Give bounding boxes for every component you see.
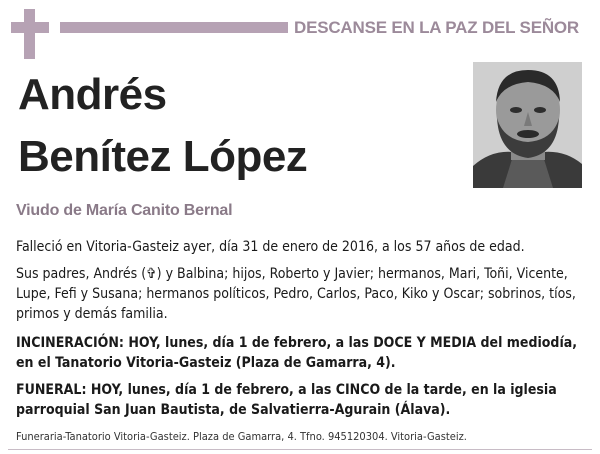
cross-icon — [24, 9, 35, 59]
deceased-last-name: Benítez López — [18, 132, 308, 181]
deceased-subtitle: Viudo de María Canito Bernal — [16, 202, 233, 219]
bottom-divider — [8, 449, 592, 450]
death-notice: Falleció en Vitoria-Gasteiz ayer, día 31 de enero de 2016, a los 57 años de edad. — [16, 239, 525, 255]
funeral-notice: FUNERAL: HOY, lunes, día 1 de febrero, a las CINCO de la tarde, en la iglesia parroquial San Juan Bautista, de Salvatierra-Agurain (Álava). — [16, 382, 557, 418]
family-text: Sus padres, Andrés (✞) y Balbina; hijos, Roberto y Javier; hermanos, Mari, Toñi, Vicente, Lupe, Fefi y Susana; hermanos políticos, Pedro, Carlos, Paco, Kiko y Oscar; sobrinos, tíos, primos y demás familia. — [16, 266, 576, 322]
funeral-home-footer: Funeraria-Tanatorio Vitoria-Gasteiz. Plaza de Gamarra, 4. Tfno. 945120304. Vitoria-Gasteiz. — [16, 430, 467, 443]
deceased-photo — [473, 62, 582, 188]
deceased-first-name: Andrés — [18, 70, 167, 119]
cross-icon-bar — [11, 22, 49, 33]
cremation-notice: INCINERACIÓN: HOY, lunes, día 1 de febrero, a las DOCE Y MEDIA del mediodía, en el Tanatorio Vitoria-Gasteiz (Plaza de Gamarra, 4). — [16, 335, 578, 371]
header-divider — [60, 22, 288, 33]
header-title: DESCANSE EN LA PAZ DEL SEÑOR — [294, 18, 580, 37]
